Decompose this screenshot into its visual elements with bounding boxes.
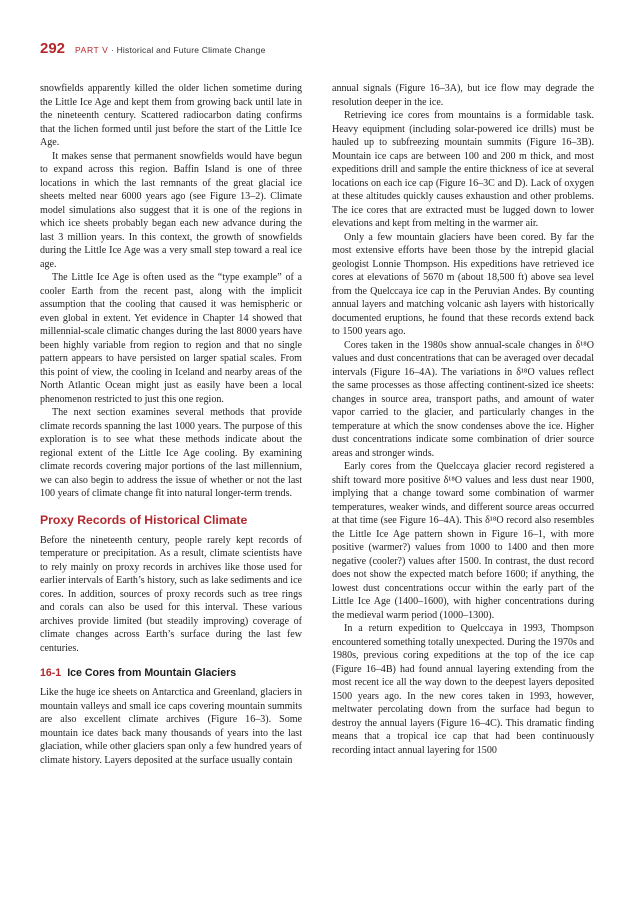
subsection-title: Ice Cores from Mountain Glaciers: [67, 667, 237, 679]
paragraph: annual signals (Figure 16–3A), but ice flow may degrade the resolution deeper in the ice.: [332, 83, 594, 108]
part-label: PART V: [75, 45, 109, 55]
paragraph: The Little Ice Age is often used as the “type example” of a cooler Earth from the recent past, along with the implicit assumption that the cooling that caused it was hemispheric or even global in extent. Yet evidence in Chapter 14 showed that millennial-scale climatic changes during the last 8000 years have been highly variable from region to region and that no single pattern appears to have persisted on larger spatial scales. From this point of view, the cooling in Iceland and nearby areas of the North Atlantic Ocean might just as easily have been a local phenomenon restricted to just this one region.: [40, 272, 302, 405]
paragraph: Retrieving ice cores from mountains is a formidable task. Heavy equipment (including solar-powered ice drills) must be hauled up to subfreezing mountain summits (Figure 16–3B). Mountain ice caps are between 100 and 200 m thick, and most expeditions drill and sample the entire thickness of ice at several locations on each ice cap (Figure 16–3C and D). Lack of oxygen at these altitudes quickly causes exhaustion and other problems. The ice cores that are extracted must be lugged down to lower elevations and kept from melting in the warmer air.: [332, 110, 594, 229]
paragraph: Early cores from the Quelccaya glacier record registered a shift toward more positive δ¹⁸O values and less dust near 1900, implying that a change toward some combination of warmer temperatures, weaker winds, and different source areas occurred at that time (see Figure 16–4A). This δ¹⁸O record also resembles the Little Ice Age pattern shown in Figure 16–1, with more positive (warmer?) values from 1000 to 1400 and then more negative (cooler?) values after 1500. In contrast, the dust record does not show the expected match before 1600; if anything, the lowest dust concentrations occur within the early part of the Little Ice Age (1400–1600), with higher concentrations during the medieval warm period (1000–1300).: [332, 461, 594, 621]
subsection-number: 16-1: [40, 667, 62, 679]
part-title: Historical and Future Climate Change: [116, 45, 266, 55]
left-column: [40, 82, 302, 767]
paragraph: Cores taken in the 1980s show annual-scale changes in δ¹⁸O values and dust concentrations that can be averaged over decadal intervals (Figure 16–4A). The variations in δ¹⁸O values reflect the same processes as those affecting continent-sized ice sheets: changes in source area, transport paths, and amount of water vapor carried to the glacier, and particularly changes in the temperature at which the snow condenses above the ice. Higher dust concentrations indicate some combination of drier source areas and stronger winds.: [332, 339, 594, 459]
paragraph: In a return expedition to Quelccaya in 1993, Thompson encountered something totally unexpected. During the 1970s and 1980s, previous coring expeditions at the top of the ice cap (Figure 16–4B) had found annual layering extending from the most recent ice all the way down to the deepest layers deposited 1500 years ago. In the new cores taken in 1993, however, meltwater percolating down from the surface had begun to destroy the annual layers (Figure 16–4C). This dramatic finding means that a tropical ice cap that had been continuously recording intact annual layering for 1500: [332, 623, 594, 756]
paragraph: Only a few mountain glaciers have been cored. By far the most extensive efforts have been those by the intrepid glacial geologist Lonnie Thompson. His expeditions have retrieved ice cores at elevations of 5670 m (about 18,500 ft) above sea level from the Quelccaya ice cap in the Peruvian Andes. By counting annual layers and matching volcanic ash layers with historically documented eruptions, he found that these records extend back to 1500 years ago.: [332, 231, 594, 337]
running-header: [40, 40, 266, 57]
paragraph: Like the huge ice sheets on Antarctica and Greenland, glaciers in mountain valleys and small ice caps covering mountain summits are also excellent climate archives (Figure 16–3). Some mountain ice dates back many thousands of years into the last glaciation, while other glaciers span only a few hundred years of climate history. Layers deposited at the surface usually contain: [40, 687, 302, 766]
separator: ·: [110, 45, 114, 55]
section-heading: Proxy Records of Historical Climate: [40, 512, 248, 527]
paragraph: snowfields apparently killed the older lichen sometime during the Little Ice Age and kept them from growing back until late in the nineteenth century. Scattered radiocarbon dating confirms that the lichen formed until just before the start of the Little Ice Age.: [40, 83, 302, 148]
paragraph: It makes sense that permanent snowfields would have begun to expand across this region. Baffin Island is one of three locations in which the last remnants of the great glacial ice sheets melted near 6000 years ago (see Figure 13–2). Climate model simulations also suggest that it is one of the regions in which ice sheets probably began each new advance during the last 3 million years. In this context, the growth of snowfields during the Little Ice Age was a very small step toward a real ice age.: [40, 150, 302, 270]
page-number: 292: [40, 40, 66, 57]
subsection-heading: [40, 667, 302, 680]
paragraph: The next section examines several methods that provide climate records spanning the last 1000 years. The purpose of this exploration is to see what these methods indicate about the regional extent of the Little Ice Age cooling. By examining climate records covering major portions of the last millennium, we can also begin to address the issue of whether or not the last 100 years of climate change fit into natural longer-term trends.: [40, 407, 302, 499]
paragraph: Before the nineteenth century, people rarely kept records of temperature or precipitation. As a result, climate scientists have to rely mainly on proxy records in archives like those used for earlier intervals of Earth’s history, such as lake sediments and ice cores. In addition, sources of proxy records such as tree rings and corals can also be used for this interval. These various archives provide limited (but steadily improving) coverage of climate changes across Earth’s surface during the last few centuries.: [40, 534, 302, 654]
running-head: [75, 45, 265, 55]
right-column: [332, 82, 594, 757]
